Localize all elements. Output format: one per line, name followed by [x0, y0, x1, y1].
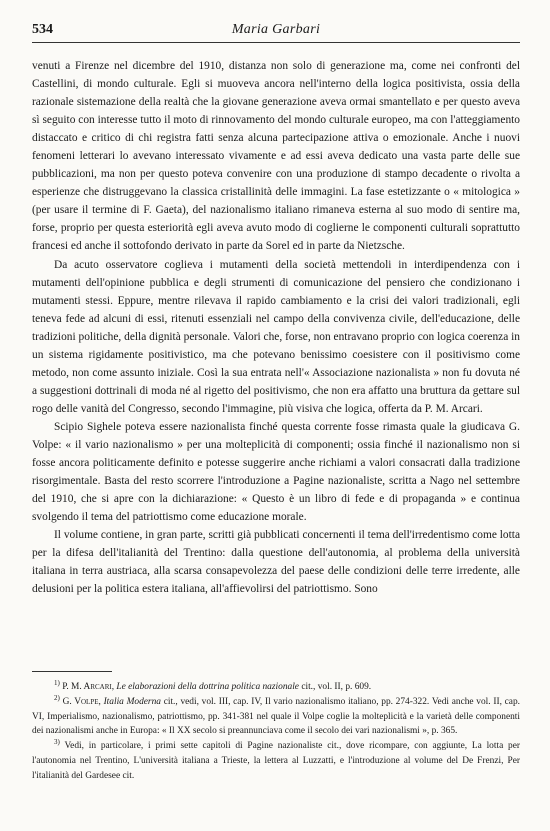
body-text: [32, 57, 520, 598]
footnote-author: G. Volpe,: [62, 696, 101, 707]
footnote-author: P. M. Arcari,: [62, 682, 115, 692]
running-header: [32, 20, 520, 43]
footnote-number: 3): [54, 738, 60, 747]
paragraph: Il volume contiene, in gran parte, scritti già pubblicati concernenti il tema dell'irredentismo come lotta per la difesa dell'italianità del Trentino: dalla questione dell'autonomia, al problema della università italiana in terra austriaca, alla scarsa consapevolezza del paese delle condizioni delle terre irredente, alle delusioni per la politica estera italiana, all'affievolirsi del patriottismo. Sono: [32, 529, 520, 596]
footnote-title: Le elaborazioni della dottrina politica nazionale: [116, 682, 299, 692]
footnote-rest: Vedi, in particolare, i primi sette capitoli di Pagine nazionaliste cit., dove ricompare, con aggiunte, La lotta per l'autonomia nel Trentino, L'università italiana a Trieste, la lettera al Luzzatti, e l'introduzione al volume del De Frenzi, Per l'italianità del Gardesee cit.: [32, 741, 520, 781]
paragraph: Da acuto osservatore coglieva i mutamenti della società mettendoli in interdipendenza con i mutamenti dell'opinione pubblica e degli strumenti di comunicazione del pensiero che condizionano i mutamenti stessi. Eppure, mentre rilevava il rapido cambiamento e la crisi dei valori tradizionali, egli teneva fede ad alcuni di essi, ritenuti essenziali nel campo della convivenza civile, dell'educazione, delle tradizioni politiche, della dignità personale. Valori che, forse, non entravano proprio con logica coerenza in un sistema rigidamente positivistico, ma che potevano benissimo coesistere con il positivismo come metodo, non come assunto iniziale. Così la sua entrata nell'« Associazione nazionalista » non fu dovuta né a suggestioni dottrinali di moda né al rigetto del positivismo, che non era affatto una bruttura da gettare sul rogo delle vanità del Congresso, secondo l'immagine, più visiva che logica, offerta da P. M. Arcari.: [32, 258, 520, 415]
footnote-title: Italia Moderna: [103, 696, 161, 707]
footnote-number: 2): [54, 693, 60, 702]
footnotes: [32, 680, 520, 784]
running-head-author: Maria Garbari: [231, 22, 321, 37]
footnote-rest: cit., vedi, vol. III, cap. IV, Il vario nazionalismo italiano, pp. 274-322. Vedi anche vol. II, cap. VI, Imperialismo, nazionalismo, patriottismo, pp. 341-381 nel quale il Volpe coglie la molteplicità e la varietà delle componenti dei nazionalismi anche in Europa: « Il XX secolo si preannunciava come il secolo dei vari nazionalismi », p. 365.: [32, 696, 521, 737]
footnote-number: 1): [54, 678, 60, 687]
paragraph: Scipio Sighele poteva essere nazionalista finché questa corrente fosse rimasta quale la giudicava G. Volpe: « il vario nazionalismo » per una molteplicità di componenti; ossia finché il nazionalismo non si fosse ancora politicamente definito e potesse suggerire anche richiami a valori consacrati dalla tradizione risorgimentale. Basta del resto scorrere l'introduzione a Pagine nazionaliste, scritta a Nago nel settembre del 1910, che si apre con la dichiarazione: « Questo è un libro di fede e di propaganda » e continua svolgendo il tema del patriottismo come educazione morale.: [32, 420, 520, 524]
footnote: [32, 695, 520, 739]
footnote: [32, 680, 520, 695]
footnote-rule: [32, 671, 112, 672]
page-number: 534: [32, 22, 53, 37]
paragraph: venuti a Firenze nel dicembre del 1910, distanza non solo di generazione ma, come nei confronti del Castellini, di mondo culturale. Egli si muoveva ancora nell'interno della logica positivista, ossia della razionale sistemazione della realtà che la giovane generazione aveva ormai smantellato e per questo aveva sì seguito con interesse tutto il moto di rinnovamento del mondo culturale europeo, ma con l'atteggiamento distaccato e critico di chi registra fatti senza alcuna partecipazione attiva o emozionale. Anche i nuovi fenomeni letterari lo avevano interessato vivamente e ad essi aveva dedicato una vasta parte delle sue pubblicazioni, ma non per questo poteva convenire con una produzione di stampo decadente o rivolta a esperienze che distruggevano la classica cristallinità delle immagini. La fase estetizzante o « mitologica » (per usare il termine di F. Gaeta), del nazionalismo italiano rimaneva esterna al suo modo di sentire ma, forse, proprio per questa esteriorità egli aveva avuto modo di coglierne le componenti culturali soprattutto francesi ed anche il sottofondo derivato in parte da Sorel ed in parte da Nietzsche.: [32, 60, 520, 253]
footnote: [32, 739, 520, 783]
footnote-rest: cit., vol. II, p. 609.: [301, 682, 372, 692]
